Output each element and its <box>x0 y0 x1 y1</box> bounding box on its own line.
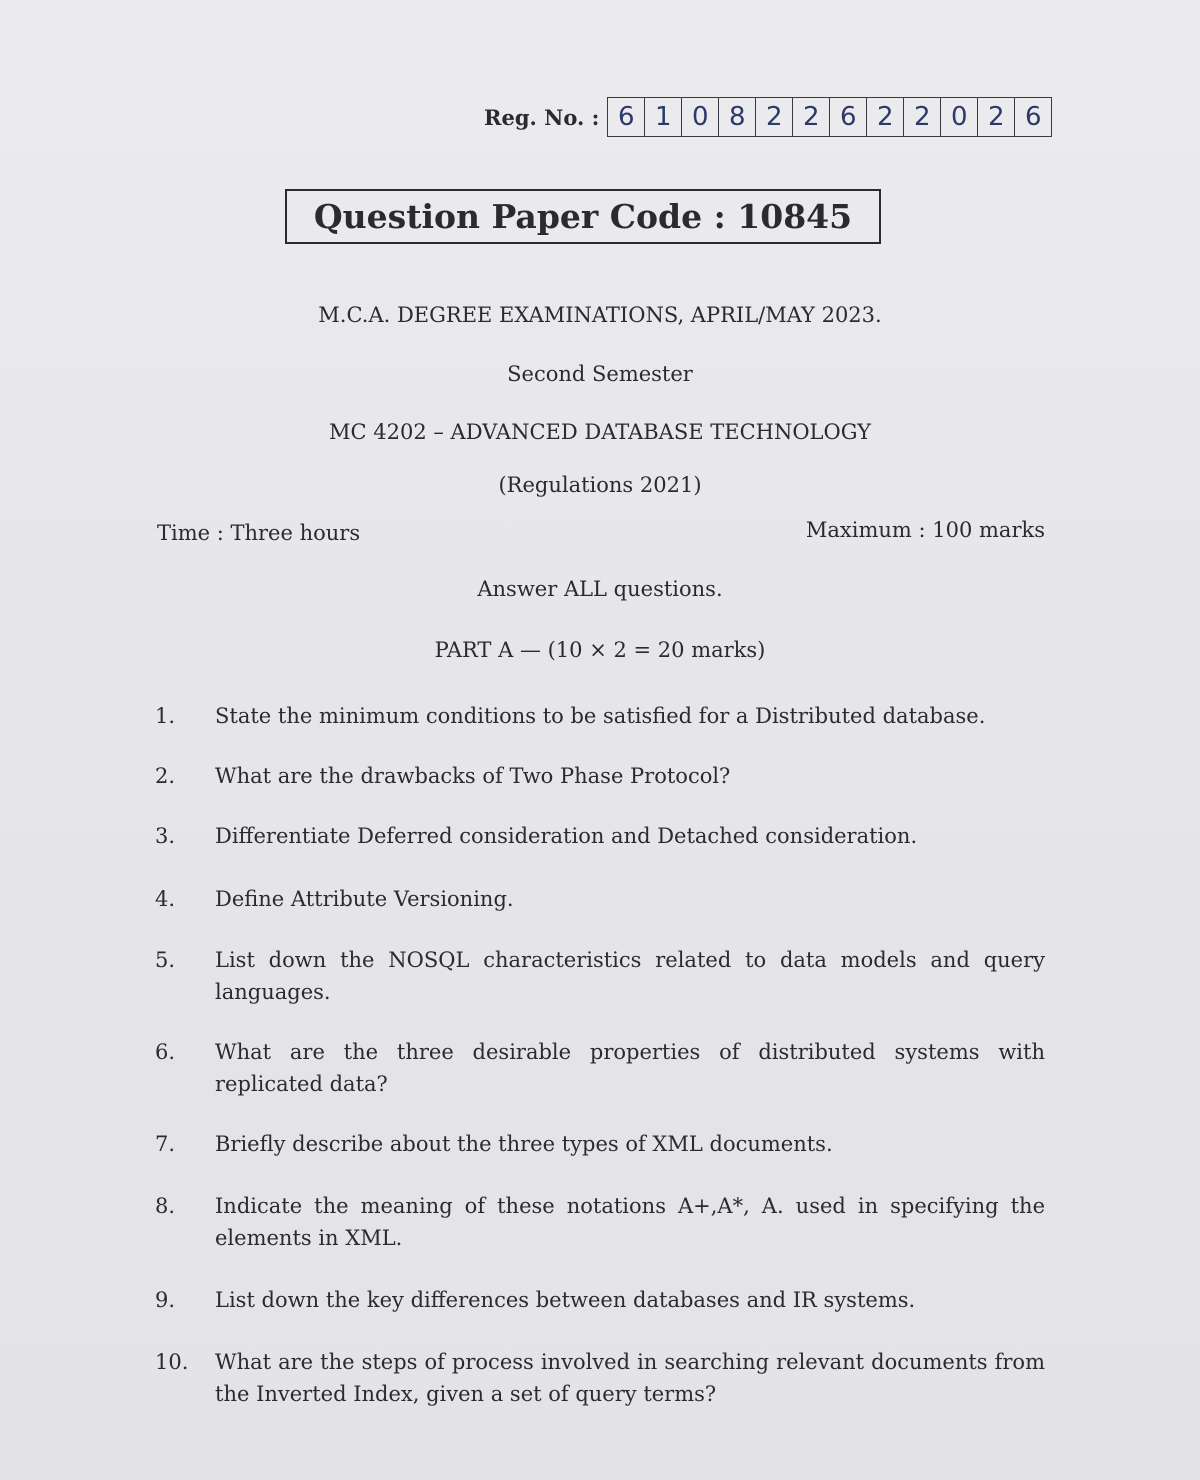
question-text: State the minimum conditions to be satisfied for a Distributed database. <box>215 704 986 728</box>
question-item <box>155 883 1045 915</box>
reg-label: Reg. No. : <box>484 104 600 130</box>
exam-title: M.C.A. DEGREE EXAMINATIONS, APRIL/MAY 2023. <box>318 303 882 327</box>
reg-digit: 2 <box>978 98 1015 136</box>
question-item <box>155 1284 1045 1316</box>
question-number: 5. <box>155 948 176 972</box>
time-allowed: Time : Three hours <box>157 521 361 545</box>
reg-number <box>484 96 1052 138</box>
reg-digit: 8 <box>719 98 756 136</box>
reg-digit: 0 <box>682 98 719 136</box>
part-heading: PART A — (10 × 2 = 20 marks) <box>434 638 766 662</box>
question-text: What are the drawbacks of Two Phase Protocol? <box>215 764 731 788</box>
maximum-marks: Maximum : 100 marks <box>805 518 1045 542</box>
semester: Second Semester <box>507 362 693 386</box>
question-number: 9. <box>155 1288 176 1312</box>
question-number: 6. <box>155 1040 176 1064</box>
question-text: List down the NOSQL characteristics related to data models and query languages. <box>215 948 1045 1004</box>
reg-digit: 0 <box>941 98 978 136</box>
question-number: 4. <box>155 887 176 911</box>
question-item <box>155 1346 1045 1410</box>
question-item <box>155 944 1045 1008</box>
question-item <box>155 1190 1045 1254</box>
question-number: 7. <box>155 1132 176 1156</box>
question-number: 3. <box>155 824 176 848</box>
question-text: Indicate the meaning of these notations A+,A*, A. used in specifying the elements in XML. <box>215 1194 1045 1250</box>
question-text: Differentiate Deferred consideration and Detached consideration. <box>215 824 918 848</box>
reg-digit: 1 <box>645 98 682 136</box>
reg-digit: 6 <box>608 98 645 136</box>
question-number: 8. <box>155 1194 176 1218</box>
question-text: What are the steps of process involved in searching relevant documents from the Inverted Index, given a set of query terms? <box>215 1350 1045 1406</box>
question-text: List down the key differences between databases and IR systems. <box>215 1288 916 1312</box>
question-item <box>155 700 1045 732</box>
question-text: Briefly describe about the three types of XML documents. <box>215 1132 833 1156</box>
question-item <box>155 820 1045 852</box>
reg-digit: 6 <box>830 98 867 136</box>
question-number: 10. <box>155 1350 189 1374</box>
question-item <box>155 760 1045 792</box>
question-number: 2. <box>155 764 176 788</box>
question-text: What are the three desirable properties of distributed systems with replicated data? <box>215 1040 1045 1096</box>
reg-digit: 2 <box>793 98 830 136</box>
reg-digit: 6 <box>1025 102 1042 132</box>
instruction: Answer ALL questions. <box>477 577 723 601</box>
reg-digit-boxes <box>607 97 1052 137</box>
reg-digit: 2 <box>867 98 904 136</box>
question-item <box>155 1036 1045 1100</box>
question-text: Define Attribute Versioning. <box>215 887 514 911</box>
reg-digit: 2 <box>904 98 941 136</box>
subject: MC 4202 – ADVANCED DATABASE TECHNOLOGY <box>329 420 871 444</box>
regulations: (Regulations 2021) <box>498 473 702 497</box>
reg-digit: 2 <box>756 98 793 136</box>
question-number: 1. <box>155 704 176 728</box>
question-paper-code: Question Paper Code : 10845 <box>285 189 881 244</box>
question-item <box>155 1128 1045 1160</box>
